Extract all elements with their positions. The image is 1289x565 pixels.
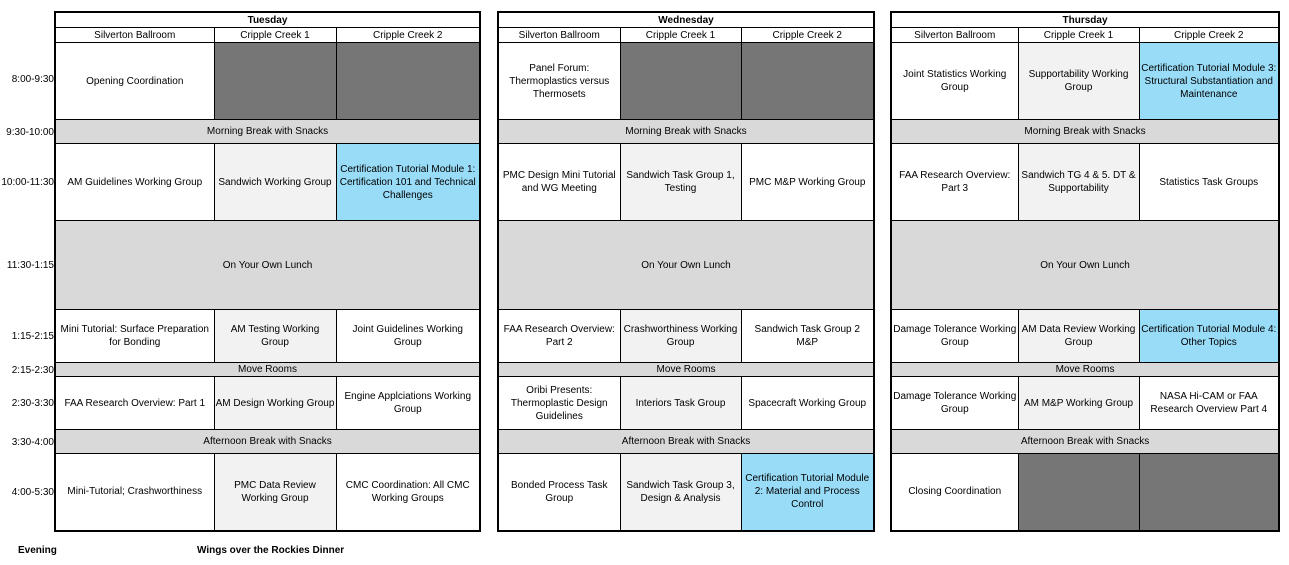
lunch-row: On Your Own Lunch [891,221,1279,310]
room-header: Cripple Creek 2 [336,28,480,43]
time-label: 4:00-5:30 [11,487,54,498]
break-row: Morning Break with Snacks [498,120,874,144]
session-cell: FAA Research Overview: Part 3 [891,144,1018,221]
session-cell: Bonded Process Task Group [498,454,620,531]
session-cell: Sandwich Task Group 2 M&P [741,310,874,363]
session-cell: Sandwich Working Group [214,144,336,221]
move-rooms-row: Move Rooms [891,363,1279,377]
break-row: Afternoon Break with Snacks [891,430,1279,454]
room-header: Silverton Ballroom [55,28,214,43]
session-cell: CMC Coordination: All CMC Working Groups [336,454,480,531]
session-cell: FAA Research Overview: Part 2 [498,310,620,363]
room-header: Cripple Creek 1 [620,28,741,43]
session-cell: Joint Guidelines Working Group [336,310,480,363]
room-header: Cripple Creek 1 [1018,28,1139,43]
day-schedule-thursday [890,11,1280,532]
session-cell: Interiors Task Group [620,377,741,430]
session-cell: Panel Forum: Thermoplastics versus Thermosets [498,43,620,120]
time-label: 2:15-2:30 [11,364,54,376]
unavailable-slot [741,43,874,120]
evening-label: Evening [18,545,57,556]
session-cell: Statistics Task Groups [1139,144,1279,221]
break-row: Morning Break with Snacks [891,120,1279,144]
tutorial-session-cell: Certification Tutorial Module 3: Structural Substantiation and Maintenance [1139,43,1279,120]
room-header: Cripple Creek 2 [741,28,874,43]
session-cell: Spacecraft Working Group [741,377,874,430]
move-rooms-row: Move Rooms [498,363,874,377]
room-header: Cripple Creek 2 [1139,28,1279,43]
session-cell: AM M&P Working Group [1018,377,1139,430]
room-header: Cripple Creek 1 [214,28,336,43]
session-cell: AM Guidelines Working Group [55,144,214,221]
time-label: 1:15-2:15 [11,331,54,342]
session-cell: Damage Tolerance Working Group [891,377,1018,430]
session-cell: Crashworthiness Working Group [620,310,741,363]
unavailable-slot [1018,454,1139,531]
tutorial-session-cell: Certification Tutorial Module 1: Certification 101 and Technical Challenges [336,144,480,221]
session-cell: Closing Coordination [891,454,1018,531]
session-cell: FAA Research Overview: Part 1 [55,377,214,430]
day-title: Wednesday [498,12,874,28]
time-label: 10:00-11:30 [1,177,54,188]
session-cell: PMC M&P Working Group [741,144,874,221]
session-cell: PMC Data Review Working Group [214,454,336,531]
session-cell: Opening Coordination [55,43,214,120]
session-cell: Sandwich Task Group 3, Design & Analysis [620,454,741,531]
session-cell: Sandwich Task Group 1, Testing [620,144,741,221]
session-cell: Sandwich TG 4 & 5. DT & Supportability [1018,144,1139,221]
room-header: Silverton Ballroom [891,28,1018,43]
session-cell: Damage Tolerance Working Group [891,310,1018,363]
move-rooms-row: Move Rooms [55,363,480,377]
tutorial-session-cell: Certification Tutorial Module 4: Other Topics [1139,310,1279,363]
time-label: 8:00-9:30 [11,74,54,85]
tutorial-session-cell: Certification Tutorial Module 2: Material and Process Control [741,454,874,531]
session-cell: Supportability Working Group [1018,43,1139,120]
session-cell: AM Design Working Group [214,377,336,430]
time-label: 9:30-10:00 [6,126,54,138]
break-row: Morning Break with Snacks [55,120,480,144]
room-header: Silverton Ballroom [498,28,620,43]
lunch-row: On Your Own Lunch [55,221,480,310]
unavailable-slot [336,43,480,120]
break-row: Afternoon Break with Snacks [55,430,480,454]
session-cell: Mini Tutorial: Surface Preparation for Bonding [55,310,214,363]
unavailable-slot [620,43,741,120]
session-cell: NASA Hi-CAM or FAA Research Overview Part 4 [1139,377,1279,430]
session-cell: Mini-Tutorial; Crashworthiness [55,454,214,531]
time-label: 2:30-3:30 [11,398,54,409]
session-cell: AM Data Review Working Group [1018,310,1139,363]
time-label: 3:30-4:00 [11,436,54,448]
lunch-row: On Your Own Lunch [498,221,874,310]
break-row: Afternoon Break with Snacks [498,430,874,454]
session-cell: PMC Design Mini Tutorial and WG Meeting [498,144,620,221]
day-title: Tuesday [55,12,480,28]
day-title: Thursday [891,12,1279,28]
unavailable-slot [1139,454,1279,531]
time-label: 11:30-1:15 [6,260,54,271]
session-cell: Engine Applciations Working Group [336,377,480,430]
day-schedule-tuesday [54,11,481,532]
session-cell: AM Testing Working Group [214,310,336,363]
session-cell: Oribi Presents: Thermoplastic Design Guidelines [498,377,620,430]
unavailable-slot [214,43,336,120]
day-schedule-wednesday [497,11,875,532]
session-cell: Joint Statistics Working Group [891,43,1018,120]
evening-event: Wings over the Rockies Dinner [197,545,345,556]
